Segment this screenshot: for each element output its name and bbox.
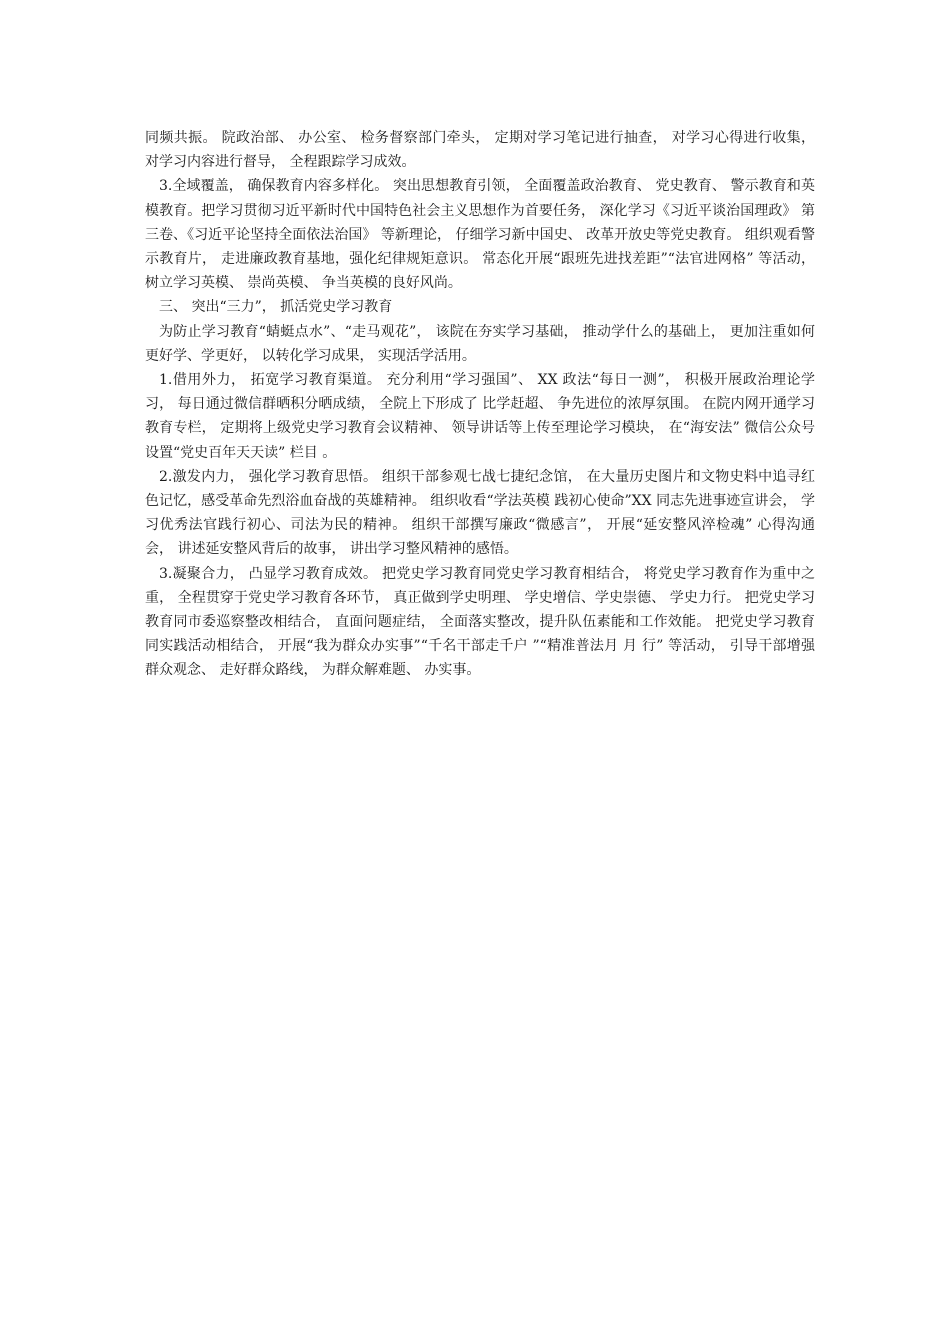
section-heading-three: 三、 突出“三力”， 抓活党史学习教育 — [159, 299, 393, 316]
paragraph-continuation: 同频共振。 院政治部、 办公室、 检务督察部门牵头， 定期对学习笔记进行抽查， 对学习心得进行收集， 对学习内容进行督导， 全程跟踪学习成效。 — [145, 130, 815, 171]
document-body — [145, 126, 815, 683]
paragraph-intro: 为防止学习教育“蜻蜓点水”、“走马观花”， 该院在夯实学习基础， 推动学什么的基础上， 更加注重如何更好学、学更好， 以转化学习成果， 实现活学活用。 — [145, 323, 815, 364]
paragraph-external-force: 1.借用外力， 拓宽学习教育渠道。 充分利用“学习强国”、 XX 政法“每日一测”， 积极开展政治理论学习， 每日通过微信群晒积分晒成绩， 全院上下形成了 比学赶超、 争先进位的浓厚氛围。 在院内网开通学习教育专栏， 定期将上级党史学习教育会议精神、 领导讲话等上传至理论学习模块， 在“海安法” 微信公众号设置“党史百年天天读” 栏目 。 — [145, 372, 815, 461]
paragraph-joint-force: 3.凝聚合力， 凸显学习教育成效。 把党史学习教育同党史学习教育相结合， 将党史学习教育作为重中之重， 全程贯穿于党史学习教育各环节， 真正做到学史明理、 学史增信、学史崇德、 学史力行。 把党史学习教育同市委巡察整改相结合， 直面问题症结， 全面落实整改，提升队伍素能和工作效能。 把党史学习教育同实践活动相结合， 开展“我为群众办实事”“千名干部走千户 ”“精准普法月 月 行” 等活动， 引导干部增强群众观念、 走好群众路线， 为群众解难题、 办实事。 — [145, 565, 815, 679]
paragraph-full-coverage: 3.全域覆盖， 确保教育内容多样化。 突出思想教育引领， 全面覆盖政治教育、 党史教育、 警示教育和英模教育。把学习贯彻习近平新时代中国特色社会主义思想作为首要任务， 深化学习《习近平谈治国理政》 第三卷、《习近平论坚持全面依法治国》 等新理论， 仔细学习新中国史、 改革开放史等党史教育。 组织观看警示教育片， 走进廉政教育基地，强化纪律规矩意识。 常态化开展“跟班先进找差距”“法官进网格” 等活动， 树立学习英模、 崇尚英模、 争当英模的良好风尚。 — [145, 178, 815, 292]
paragraph-internal-force: 2.激发内力， 强化学习教育思悟。 组织干部参观七战七捷纪念馆， 在大量历史图片和文物史料中追寻红色记忆，感受革命先烈浴血奋战的英雄精神。 组织收看“学法英模 践初心使命”XX 同志先进事迹宣讲会， 学习优秀法官践行初心、司法为民的精神。 组织干部撰写廉政“微感言”， 开展“延安整风淬检魂” 心得沟通会， 讲述延安整风背后的故事， 讲出学习整风精神的感悟。 — [145, 468, 815, 558]
